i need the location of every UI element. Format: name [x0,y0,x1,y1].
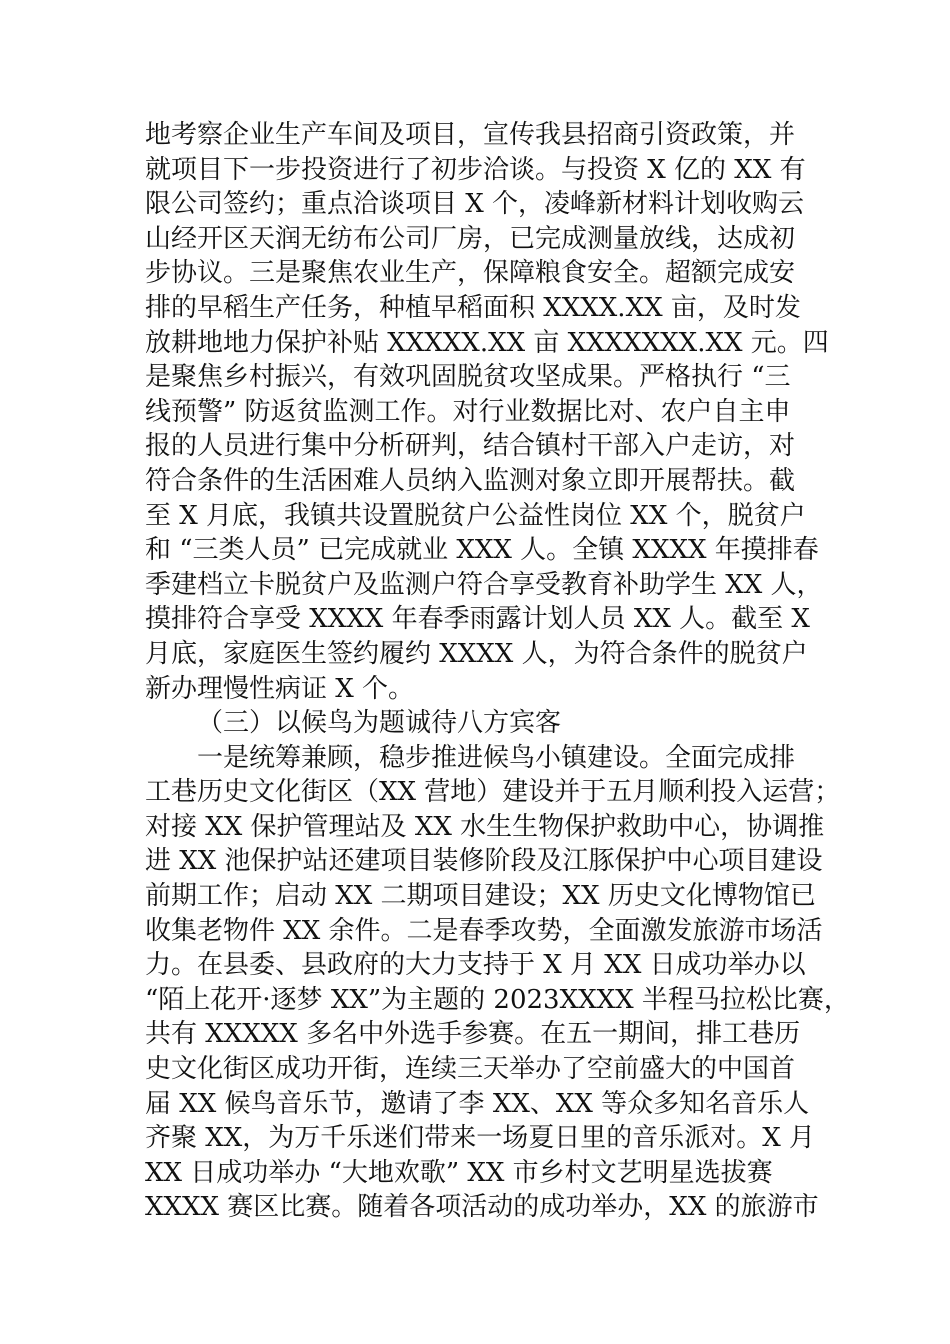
text-line: 收集老物件 XX 余件。二是春季攻势，全面激发旅游市场活 [145,915,823,946]
text-line: 前期工作；启动 XX 二期项目建设；XX 历史文化博物馆已 [145,881,816,912]
text-line: XX 日成功举办 “大地欢歌” XX 市乡村文艺明星选拔赛 [145,1157,773,1188]
text-line: 摸排符合享受 XXXX 年春季雨露计划人员 XX 人。截至 X [145,604,810,635]
text-line: 季建档立卡脱贫户及监测户符合享受教育补助学生 XX 人， [145,569,823,600]
section-heading: （三）以候鸟为题诚待八方宾客 [197,708,562,739]
text-line: XXXX 赛区比赛。随着各项活动的成功举办，XX 的旅游市 [145,1192,819,1223]
text-line: 是聚焦乡村振兴，有效巩固脱贫攻坚成果。严格执行 “三 [145,362,791,393]
body-text [145,118,850,1225]
text-line: 排的早稻生产任务，种植早稻面积 XXXX.XX 亩，及时发 [145,292,801,323]
text-line: 共有 XXXXX 多名中外选手参赛。在五一期间，排工巷历 [145,1019,801,1050]
text-line: 线预警” 防返贫监测工作。对行业数据比对、农户自主申 [145,396,791,427]
text-line: 对接 XX 保护管理站及 XX 水生生物保护救助中心，协调推 [145,811,825,842]
text-line: 步协议。三是聚焦农业生产，保障粮食安全。超额完成安 [145,258,796,289]
text-line: “陌上花开·逐梦 XX”为主题的 2023XXXX 半程马拉松比赛， [145,984,850,1015]
text-line: 工巷历史文化街区（XX 营地）建设并于五月顺利投入运营； [145,777,841,808]
text-line: 力。在县委、县政府的大力支持于 X 月 XX 日成功举办以 [145,950,806,981]
text-line: 地考察企业生产车间及项目，宣传我县招商引资政策，并 [145,120,796,150]
paragraph-first-line: 一是统筹兼顾，稳步推进候鸟小镇建设。全面完成排 [197,742,796,773]
text-line: 月底，家庭医生签约履约 XXXX 人，为符合条件的脱贫户 [145,638,808,669]
text-line: 限公司签约；重点洽谈项目 X 个，凌峰新材料计划收购云 [145,189,805,220]
text-line: 放耕地地力保护补贴 XXXXX.XX 亩 XXXXXXX.XX 元。四 [145,327,829,358]
text-line: 符合条件的生活困难人员纳入监测对象立即开展帮扶。截 [145,465,796,496]
text-line: 就项目下一步投资进行了初步洽谈。与投资 X 亿的 XX 有 [145,154,806,185]
text-line: 齐聚 XX，为万千乐迷们带来一场夏日里的音乐派对。X 月 [145,1123,816,1154]
text-line: 和 “三类人员” 已完成就业 XXX 人。全镇 XXXX 年摸排春 [145,535,819,566]
text-line: 山经开区天润无纺布公司厂房，已完成测量放线，达成初 [145,223,796,254]
text-line: 新办理慢性病证 X 个。 [145,673,415,704]
text-line: 史文化街区成功开街，连续三天举办了空前盛大的中国首 [145,1054,796,1085]
text-line: 报的人员进行集中分析研判，结合镇村干部入户走访，对 [145,431,796,462]
text-line: 届 XX 候鸟音乐节，邀请了李 XX、XX 等众多知名音乐人 [145,1088,810,1119]
text-line: 至 X 月底，我镇共设置脱贫户公益性岗位 XX 个，脱贫户 [145,500,806,531]
text-line: 进 XX 池保护站还建项目装修阶段及江豚保护中心项目建设 [145,846,823,877]
